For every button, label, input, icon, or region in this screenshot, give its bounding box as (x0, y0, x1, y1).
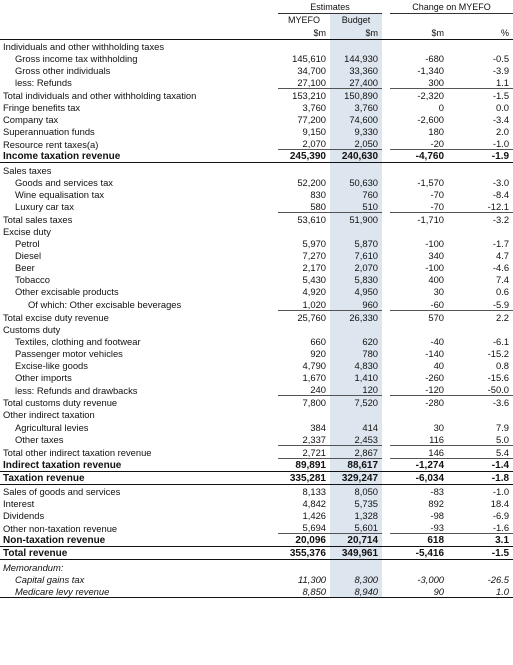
table-row (0, 547, 513, 560)
cell-change-percent: -3.6 (448, 396, 513, 409)
cell-myefo: 8,850 (278, 585, 330, 598)
cell-myefo: 4,790 (302, 360, 326, 372)
cell-change: 116 (429, 433, 445, 445)
cell-change-percent: -50.0 (487, 384, 510, 396)
table-row (0, 125, 513, 137)
row-label: less: Refunds (15, 77, 72, 89)
row-label: Other taxes (15, 434, 64, 446)
table-row (0, 113, 513, 125)
table-row (0, 383, 513, 396)
cell-myefo: 1,020 (302, 298, 326, 310)
row-label: Interest (3, 498, 35, 510)
cell-change: 146 (390, 445, 448, 458)
cell-change-percent: -3.2 (448, 212, 513, 225)
cell-change: -2,600 (417, 114, 445, 126)
cell-budget: 51,900 (330, 212, 382, 225)
cell-change-percent (448, 163, 513, 176)
cell-change-percent: -12.1 (487, 200, 510, 212)
cell-change-percent: 1.0 (448, 585, 513, 598)
row-label: Other imports (15, 372, 72, 384)
cell-change-percent: 0.6 (495, 286, 510, 298)
row-label: Taxation revenue (0, 471, 278, 484)
cell-myefo: 25,760 (278, 310, 330, 323)
cell-myefo: 53,610 (278, 212, 330, 225)
cell-myefo: 8,133 (302, 485, 326, 497)
table-row (0, 359, 513, 371)
row-label: Luxury car tax (15, 201, 74, 213)
row-label: Other excisable products (15, 286, 119, 298)
table-row (0, 560, 513, 573)
cell-change: -40 (430, 335, 445, 347)
cell-change-percent: -26.5 (487, 573, 510, 585)
table-row (0, 497, 513, 509)
row-label: Goods and services tax (15, 176, 113, 188)
table-row (0, 273, 513, 285)
cell-budget: 1,328 (330, 509, 382, 521)
cell-change: 570 (390, 310, 448, 323)
table-row (0, 335, 513, 347)
row-label: Agricultural levies (15, 421, 89, 433)
row-label: Individuals and other withholding taxes (3, 40, 165, 52)
cell-myefo: 2,721 (278, 445, 330, 458)
cell-myefo: 4,842 (302, 498, 326, 510)
cell-budget (330, 560, 382, 573)
table-row (0, 420, 513, 432)
cell-budget: 510 (330, 200, 382, 213)
cell-myefo: 7,270 (302, 250, 326, 262)
row-label: Resource rent taxes(a) (3, 138, 99, 150)
cell-budget: 2,867 (330, 445, 382, 458)
cell-myefo (278, 39, 330, 52)
cell-myefo: 2,070 (302, 138, 326, 150)
cell-change: 40 (433, 360, 445, 372)
cell-budget: 27,400 (330, 76, 382, 89)
row-label: Other indirect taxation (3, 409, 95, 421)
row-label: Income taxation revenue (0, 150, 278, 163)
cell-change-percent: 4.7 (495, 250, 510, 262)
table-row (0, 188, 513, 200)
cell-budget: 4,830 (330, 359, 382, 371)
row-label: Indirect taxation revenue (0, 458, 278, 471)
table-row (0, 297, 513, 310)
table-row (0, 249, 513, 261)
header-unit-percent: % (448, 26, 513, 39)
cell-budget: 5,601 (330, 521, 382, 534)
row-label: Fringe benefits tax (3, 102, 81, 114)
row-label: Total customs duty revenue (3, 397, 118, 409)
table-row (0, 573, 513, 585)
cell-budget (330, 323, 382, 335)
cell-myefo: 11,300 (298, 573, 326, 585)
table-row (0, 471, 513, 484)
cell-change-percent: -1.4 (448, 458, 513, 471)
cell-myefo: 20,096 (278, 534, 330, 547)
table-row (0, 484, 513, 497)
table-row (0, 509, 513, 521)
header-unit-myefo: $m (278, 26, 330, 39)
cell-myefo: 580 (310, 200, 326, 212)
cell-myefo: 920 (310, 347, 326, 359)
cell-change (390, 560, 448, 573)
cell-budget: 7,610 (330, 249, 382, 261)
header-col-myefo: MYEFO (287, 15, 320, 25)
cell-change: -4,760 (390, 150, 448, 163)
cell-budget: 329,247 (330, 471, 382, 484)
table-row (0, 88, 513, 101)
table-row (0, 585, 513, 598)
table-body (0, 39, 513, 597)
row-label: Wine equalisation tax (15, 188, 105, 200)
cell-budget: 414 (330, 420, 382, 432)
table-row (0, 237, 513, 249)
table-row (0, 52, 513, 64)
cell-budget: 620 (330, 335, 382, 347)
cell-budget: 5,735 (330, 497, 382, 509)
cell-budget: 33,360 (330, 64, 382, 76)
cell-myefo: 145,610 (292, 52, 326, 64)
table-row (0, 285, 513, 297)
cell-budget: 9,330 (330, 125, 382, 137)
cell-myefo: 1,426 (302, 510, 326, 522)
row-label: Total individuals and other withholding taxation (3, 89, 197, 101)
cell-myefo: 384 (310, 421, 326, 433)
row-label: Diesel (15, 250, 42, 262)
cell-change: -3,000 (417, 573, 445, 585)
cell-myefo: 5,970 (302, 238, 326, 250)
cell-budget: 4,950 (330, 285, 382, 297)
table-header (0, 0, 513, 39)
cell-change: -70 (430, 188, 445, 200)
cell-change-percent: -4.6 (492, 262, 510, 274)
cell-change-percent: -15.6 (487, 372, 510, 384)
cell-change-percent: -1.6 (492, 522, 510, 534)
cell-change: -680 (425, 52, 445, 64)
cell-budget: 240,630 (330, 150, 382, 163)
cell-change: 30 (433, 421, 445, 433)
cell-change-percent: 7.4 (495, 274, 510, 286)
cell-change-percent: 5.0 (495, 433, 510, 445)
cell-change: -140 (425, 347, 445, 359)
row-label: Gross income tax withholding (15, 52, 138, 64)
row-label: Petrol (15, 238, 40, 250)
cell-change: 400 (428, 274, 445, 286)
table-row (0, 76, 513, 89)
cell-myefo: 5,430 (302, 274, 326, 286)
cell-budget (330, 163, 382, 176)
cell-budget (330, 408, 382, 420)
cell-change-percent: -1.0 (492, 485, 510, 497)
cell-budget (330, 39, 382, 52)
header-unit-change: $m (390, 26, 448, 39)
row-label: less: Refunds and drawbacks (15, 384, 138, 396)
cell-change-percent: 18.4 (490, 498, 510, 510)
cell-budget: 120 (330, 383, 382, 396)
cell-change-percent: 0.0 (495, 102, 510, 114)
cell-change-percent: -8.4 (492, 188, 510, 200)
cell-change: -6,034 (390, 471, 448, 484)
cell-change-percent: -1.5 (448, 88, 513, 101)
row-label: Memorandum: (3, 561, 64, 573)
row-label: Company tax (3, 114, 59, 126)
cell-change-percent: 2.0 (495, 126, 510, 138)
cell-myefo: 89,891 (278, 458, 330, 471)
cell-change-percent: -6.1 (492, 335, 510, 347)
header-group-estimates: Estimates (278, 0, 382, 13)
cell-budget: 2,070 (330, 261, 382, 273)
table-row (0, 445, 513, 458)
cell-budget: 8,300 (330, 573, 382, 585)
table-row (0, 310, 513, 323)
cell-budget: 960 (330, 297, 382, 310)
cell-myefo (278, 163, 330, 176)
cell-change: -5,416 (390, 547, 448, 560)
cell-change (390, 323, 448, 335)
cell-myefo: 34,700 (297, 64, 326, 76)
cell-myefo: 2,337 (302, 433, 326, 445)
row-label: Total sales taxes (3, 213, 73, 225)
cell-myefo: 660 (310, 335, 326, 347)
cell-change: 892 (428, 498, 445, 510)
cell-change-percent: 7.9 (495, 421, 510, 433)
cell-myefo: 1,670 (302, 372, 326, 384)
header-col-budget: Budget (330, 13, 382, 26)
cell-change-percent: 2.2 (448, 310, 513, 323)
cell-change: 180 (428, 126, 445, 138)
header-group-change: Change on MYEFO (390, 0, 513, 13)
cell-change: -120 (425, 384, 445, 396)
cell-budget: 20,714 (330, 534, 382, 547)
cell-change (390, 163, 448, 176)
cell-budget (330, 225, 382, 237)
cell-change-percent: -0.5 (492, 52, 510, 64)
row-label: Gross other individuals (15, 64, 111, 76)
cell-myefo: 4,920 (302, 286, 326, 298)
cell-change (390, 225, 448, 237)
cell-budget: 2,453 (330, 433, 382, 446)
cell-change-percent: 3.1 (448, 534, 513, 547)
cell-change: -100 (425, 238, 445, 250)
cell-change: 300 (428, 76, 445, 88)
cell-change: 30 (433, 286, 445, 298)
cell-myefo (278, 408, 330, 420)
cell-myefo: 355,376 (278, 547, 330, 560)
cell-change-percent (448, 408, 513, 420)
row-label: Excise-like goods (15, 360, 88, 372)
cell-change: 0 (438, 102, 445, 114)
table-row (0, 396, 513, 409)
cell-budget: 3,760 (330, 101, 382, 113)
table-row (0, 323, 513, 335)
cell-change-percent: -5.9 (492, 298, 510, 310)
cell-change: -60 (430, 298, 445, 310)
cell-change: -1,274 (390, 458, 448, 471)
cell-myefo (278, 323, 330, 335)
cell-change: -260 (425, 372, 445, 384)
header-unit-budget: $m (330, 26, 382, 39)
cell-myefo: 7,800 (278, 396, 330, 409)
cell-change: -280 (390, 396, 448, 409)
cell-change: -98 (430, 510, 445, 522)
cell-change: -70 (430, 200, 445, 212)
table-row (0, 39, 513, 52)
row-label: Sales of goods and services (3, 485, 121, 497)
cell-change-percent: -3.4 (492, 114, 510, 126)
row-label: Total other indirect taxation revenue (3, 447, 152, 459)
table-row (0, 64, 513, 76)
cell-budget: 150,890 (330, 88, 382, 101)
table-row (0, 458, 513, 471)
row-label: Passenger motor vehicles (15, 347, 123, 359)
cell-myefo: 2,170 (302, 262, 326, 274)
cell-myefo: 3,760 (302, 102, 326, 114)
cell-budget: 144,930 (330, 52, 382, 64)
cell-budget: 74,600 (330, 113, 382, 125)
cell-change-percent: -6.9 (492, 510, 510, 522)
row-label: Total excise duty revenue (3, 311, 109, 323)
row-label: Superannuation funds (3, 126, 95, 138)
cell-change-percent: -1.9 (448, 150, 513, 163)
cell-budget: 26,330 (330, 310, 382, 323)
cell-change-percent: -1.0 (492, 138, 510, 150)
cell-change: -1,340 (417, 64, 445, 76)
cell-budget: 5,830 (330, 273, 382, 285)
cell-myefo: 830 (310, 188, 326, 200)
cell-budget: 7,520 (330, 396, 382, 409)
cell-budget: 5,870 (330, 237, 382, 249)
cell-change: 90 (390, 585, 448, 598)
cell-change-percent: -1.8 (448, 471, 513, 484)
row-label: Other non-taxation revenue (3, 522, 118, 534)
table-row (0, 212, 513, 225)
row-label: Of which: Other excisable beverages (28, 299, 182, 311)
table-row (0, 200, 513, 213)
row-label: Textiles, clothing and footwear (15, 335, 141, 347)
cell-change-percent: -1.5 (448, 547, 513, 560)
cell-change-percent: 1.1 (495, 76, 510, 88)
table-row (0, 150, 513, 163)
cell-change-percent (448, 39, 513, 52)
header-blank (0, 0, 278, 13)
cell-change: -1,710 (390, 212, 448, 225)
row-label: Total revenue (0, 547, 278, 560)
cell-change: 340 (428, 250, 445, 262)
cell-myefo: 5,694 (302, 522, 326, 534)
cell-myefo: 27,100 (297, 76, 326, 88)
row-label: Non-taxation revenue (0, 534, 278, 547)
cell-budget: 2,050 (330, 137, 382, 150)
cell-budget: 8,050 (330, 484, 382, 497)
table-row (0, 225, 513, 237)
cell-change: -1,570 (417, 176, 445, 188)
cell-change-percent: -1.7 (492, 238, 510, 250)
table-row (0, 163, 513, 176)
row-label: Tobacco (15, 274, 50, 286)
cell-budget: 760 (330, 188, 382, 200)
cell-budget: 1,410 (330, 371, 382, 383)
cell-change-percent: 5.4 (448, 445, 513, 458)
cell-myefo (278, 225, 330, 237)
table-row (0, 433, 513, 446)
table-row (0, 101, 513, 113)
cell-budget: 88,617 (330, 458, 382, 471)
row-label: Beer (15, 262, 35, 274)
row-label: Capital gains tax (15, 573, 85, 585)
cell-change-percent: -15.2 (487, 347, 510, 359)
cell-myefo: 335,281 (278, 471, 330, 484)
table-row (0, 408, 513, 420)
cell-myefo: 245,390 (278, 150, 330, 163)
cell-change (390, 39, 448, 52)
table-row (0, 261, 513, 273)
cell-budget: 780 (330, 347, 382, 359)
table-row (0, 347, 513, 359)
cell-change: -2,320 (390, 88, 448, 101)
cell-budget: 8,940 (330, 585, 382, 598)
row-label: Excise duty (3, 226, 51, 237)
cell-change-percent (448, 225, 513, 237)
cell-myefo: 52,200 (297, 176, 326, 188)
cell-change-percent: -3.9 (492, 64, 510, 76)
cell-change-percent (448, 323, 513, 335)
cell-change: -20 (430, 138, 445, 150)
table-row (0, 371, 513, 383)
table-row (0, 521, 513, 534)
cell-change-percent: -3.0 (492, 176, 510, 188)
cell-myefo: 77,200 (297, 114, 326, 126)
cell-myefo: 153,210 (278, 88, 330, 101)
table-row (0, 176, 513, 188)
cell-change-percent: 0.8 (495, 360, 510, 372)
cell-change: -83 (430, 485, 445, 497)
row-label: Dividends (3, 510, 45, 522)
cell-change-percent (448, 560, 513, 573)
cell-myefo: 240 (310, 384, 326, 396)
row-label: Sales taxes (3, 164, 52, 176)
cell-budget: 349,961 (330, 547, 382, 560)
cell-myefo: 9,150 (302, 126, 326, 138)
table-row (0, 534, 513, 547)
cell-budget: 50,630 (330, 176, 382, 188)
cell-change (390, 408, 448, 420)
cell-myefo (278, 560, 330, 573)
cell-change: -93 (430, 522, 445, 534)
row-label: Customs duty (3, 323, 61, 335)
table-row (0, 137, 513, 150)
row-label: Medicare levy revenue (0, 585, 278, 598)
cell-change: -100 (425, 262, 445, 274)
cell-change: 618 (390, 534, 448, 547)
